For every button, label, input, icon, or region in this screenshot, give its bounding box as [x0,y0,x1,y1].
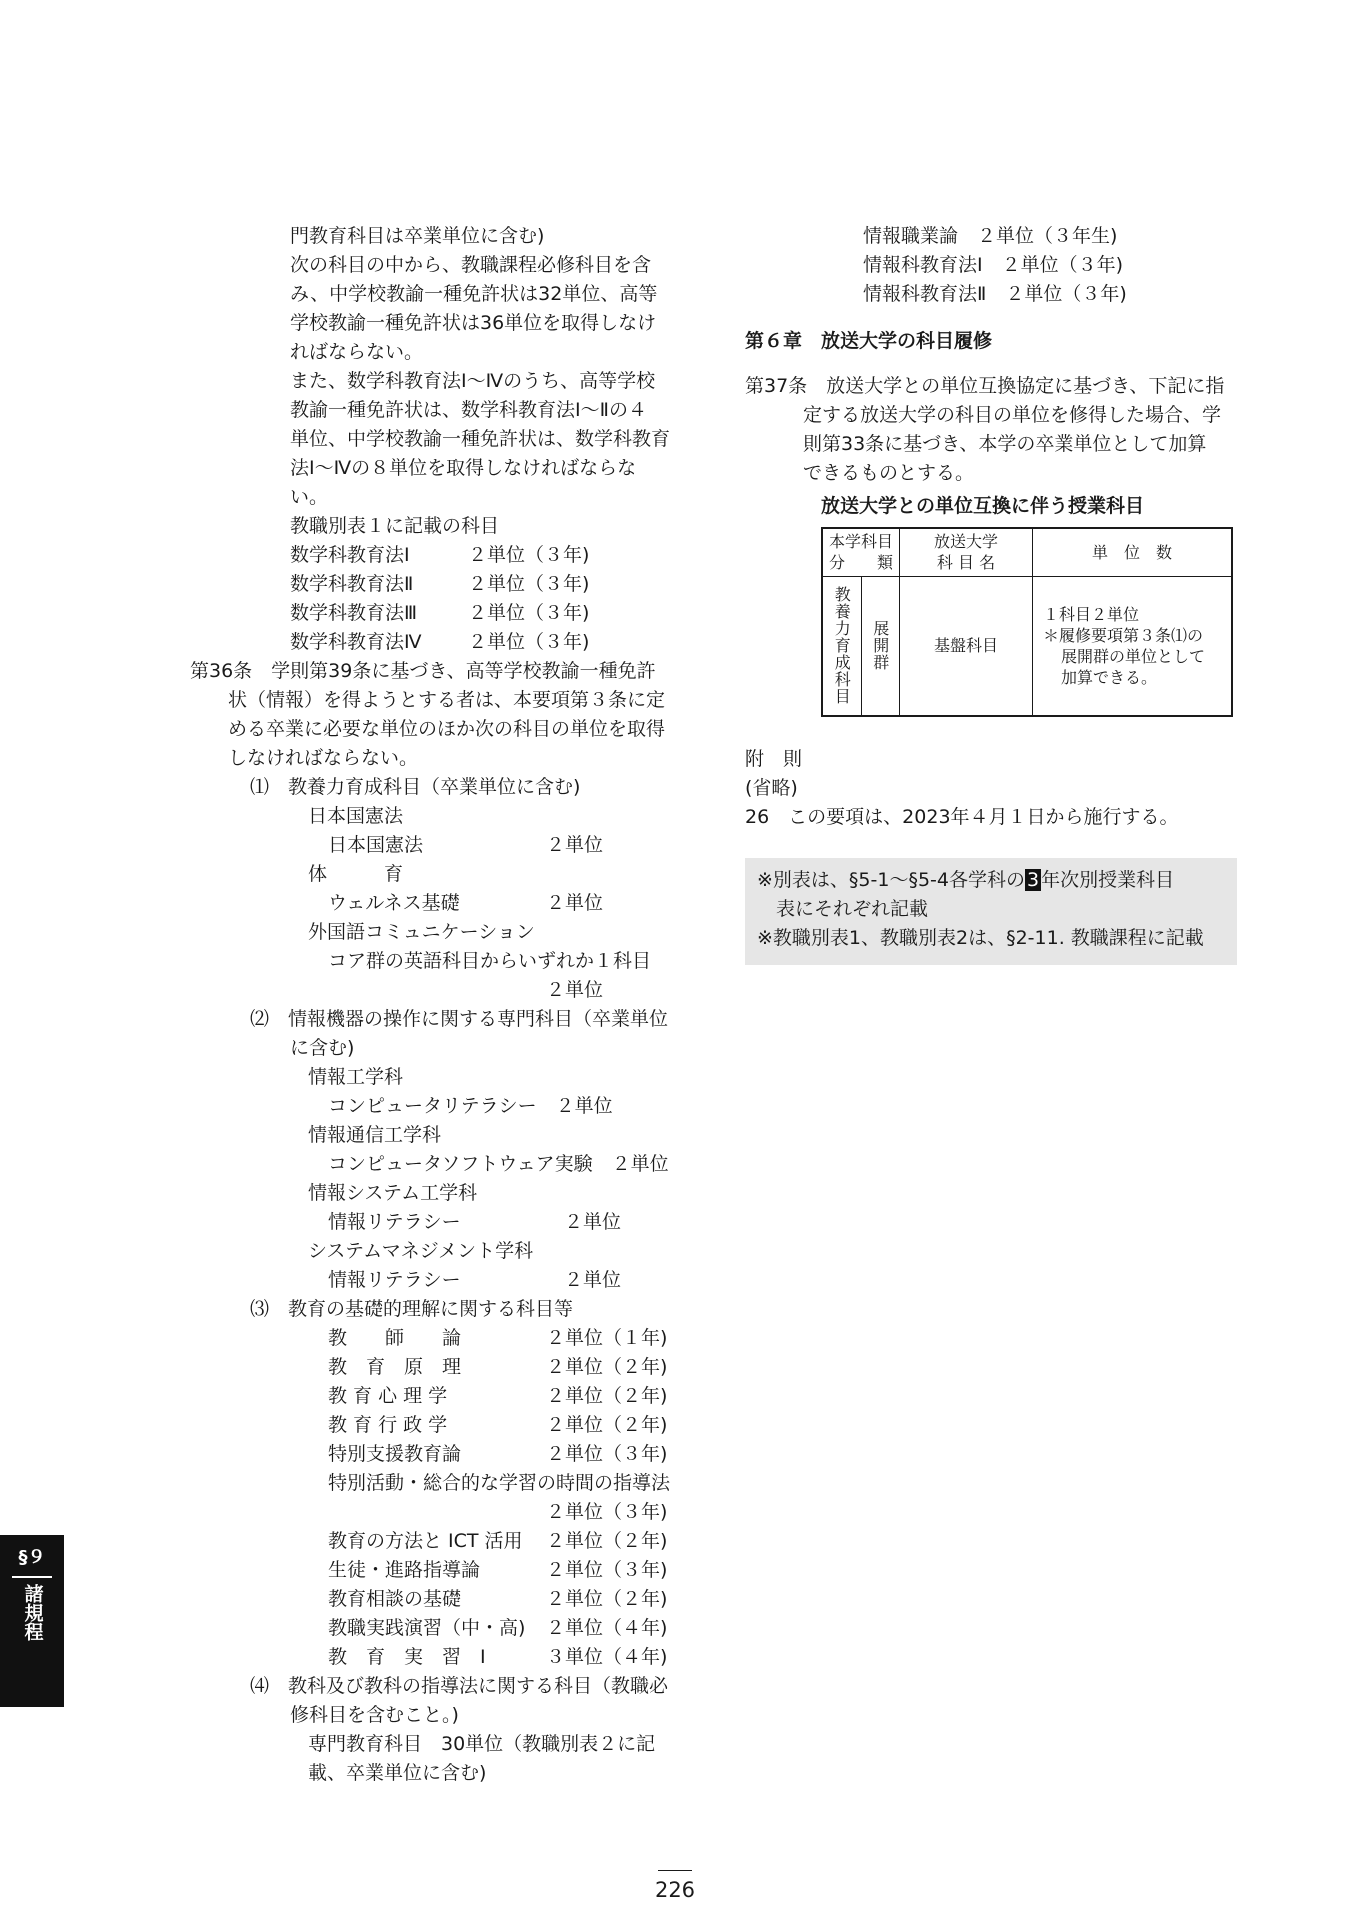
text-line: 外国語コミュニケーション [308,921,535,943]
text-line: 載、卒業単位に含む) [308,1762,487,1784]
text-line: 専門教育科目 30単位（教職別表２に記 [308,1733,656,1755]
text-line: 特別活動・総合的な学習の時間の指導法 [328,1472,671,1494]
text-line: 修科目を含むこと。) [290,1704,459,1726]
text-line: み、中学校教諭一種免許状は32単位、高等 [290,283,658,305]
text-line: める卒業に必要な単位のほか次の科目の単位を取得 [228,718,666,740]
text-line: 数学科教育法Ⅰ ２単位（３年) [290,544,590,566]
text-line: ⑵ 情報機器の操作に関する専門科目（卒業単位 [250,1008,669,1030]
text-line: システムマネジメント学科 [308,1240,534,1262]
left-column [190,222,680,1788]
text-line: 情報職業論 ２単位（３年生) [863,225,1118,247]
text-line: 則第33条に基づき、本学の卒業単位として加算 [803,433,1207,455]
page-number-rule [658,1870,692,1871]
text-line: コンピュータリテラシー ２単位 [328,1095,613,1117]
section-label: 諸規程 [21,1584,44,1641]
text-line: 教諭一種免許状は、数学科教育法Ⅰ～Ⅱの４ [290,399,647,421]
text-line: 単位、中学校教諭一種免許状は、数学科教育 [290,428,671,450]
text-line: 情報科教育法Ⅰ ２単位（３年) [863,254,1124,276]
header-course-name: 放送大学 科 目 名 [900,528,1033,576]
section-number: §９ [18,1547,46,1568]
text-line: 法Ⅰ～Ⅳの８単位を取得しなければならな [290,457,637,479]
text-line: 教育相談の基礎 ２単位（２年) [328,1588,668,1610]
text-line: 学校教諭一種免許状は36単位を取得しなけ [290,312,657,334]
text-line: い。 [290,486,329,508]
header-credits: 単 位 数 [1033,528,1233,576]
side-tab-rule [12,1576,52,1578]
cell-credits: １科目２単位 ＊履修要項第３条⑴の 展開群の単位として 加算できる。 [1033,576,1233,716]
note-line: ※教職別表1、教職別表2は、§2-11. 教職課程に記載 [757,927,1204,949]
chapter-heading: 第６章 放送大学の科目履修 [745,330,993,352]
text-line: 情報工学科 [308,1066,404,1088]
page-number: 226 [654,1878,696,1902]
note-box [745,858,1237,965]
text-line: しなければならない。 [228,747,419,769]
section-side-tab [0,1535,64,1707]
text-line: 次の科目の中から、教職課程必修科目を含 [290,254,652,276]
text-line: 日本国憲法 ２単位 [328,834,604,856]
text-line: ２単位 [546,979,604,1001]
text-line: 門教育科目は卒業単位に含む) [290,225,545,247]
text-line: 数学科教育法Ⅲ ２単位（３年) [290,602,590,624]
header-category: 本学科目 分 類 [822,528,900,576]
note-line: 表にそれぞれ記載 [776,898,929,920]
text-line: 特別支援教育論 ２単位（３年) [328,1443,668,1465]
text-line: 数学科教育法Ⅱ ２単位（３年) [290,573,590,595]
text-line: ⑷ 教科及び教科の指導法に関する科目（教職必 [250,1675,669,1697]
text-line: コア群の英語科目からいずれか１科目 [328,950,652,972]
text-line: 定する放送大学の科目の単位を修得した場合、学 [803,404,1222,426]
text-line: 状（情報）を得ようとする者は、本要項第３条に定 [228,689,666,711]
text-line: 情報科教育法Ⅱ ２単位（３年) [863,283,1127,305]
text-line: 情報リテラシー ２単位 [328,1211,622,1233]
text-line: 教職実践演習（中・高) ２単位（４年) [328,1617,668,1639]
text-line: 情報リテラシー ２単位 [328,1269,622,1291]
text-line: ２単位（３年) [546,1501,668,1523]
text-line: に含む) [290,1037,355,1059]
text-line: 生徒・進路指導論 ２単位（３年) [328,1559,668,1581]
text-line: (省略) [745,777,798,799]
text-line: 教職別表１に記載の科目 [290,515,500,537]
text-line: 第36条 学則第39条に基づき、高等学校教諭一種免許 [190,660,656,682]
cell-group: 展開群 [861,576,899,716]
text-line: 第37条 放送大学との単位互換協定に基づき、下記に指 [745,375,1225,397]
cell-category: 教養力育成科目 [822,576,861,716]
text-line: 情報通信工学科 [308,1124,442,1146]
right-column [745,222,1237,965]
text-line: 26 この要項は、2023年４月１日から施行する。 [745,806,1179,828]
text-line: 教育の方法と ICT 活用 ２単位（２年) [328,1530,668,1552]
text-line: ウェルネス基礎 ２単位 [328,892,604,914]
text-line: コンピュータソフトウェア実験 ２単位 [328,1153,669,1175]
text-line: できるものとする。 [803,462,975,484]
credit-exchange-table [821,527,1233,717]
text-line: 附 則 [745,748,803,770]
text-line: ⑴ 教養力育成科目（卒業単位に含む) [250,776,581,798]
text-line: ⑶ 教育の基礎的理解に関する科目等 [250,1298,574,1320]
text-line: 教 育 心 理 学 ２単位（２年) [328,1385,668,1407]
text-line: 教 育 実 習 Ⅰ ３単位（４年) [328,1646,668,1668]
text-line: 情報システム工学科 [308,1182,478,1204]
text-line: 教 育 行 政 学 ２単位（２年) [328,1414,668,1436]
text-line: 体 育 [308,863,404,885]
text-line: また、数学科教育法Ⅰ～Ⅳのうち、高等学校 [290,370,656,392]
text-line: 教 育 原 理 ２単位（２年) [328,1356,668,1378]
text-line: 教 師 論 ２単位（１年) [328,1327,668,1349]
note-line: ※別表は、§5-1～§5-4各学科の 3 年次別授業科目 [757,869,1175,891]
text-line: 日本国憲法 [308,805,404,827]
table-caption: 放送大学との単位互換に伴う授業科目 [821,495,1145,517]
text-line: 数学科教育法Ⅳ ２単位（３年) [290,631,590,653]
text-line: ればならない。 [290,341,424,363]
cell-course-name: 基盤科目 [900,576,1033,716]
